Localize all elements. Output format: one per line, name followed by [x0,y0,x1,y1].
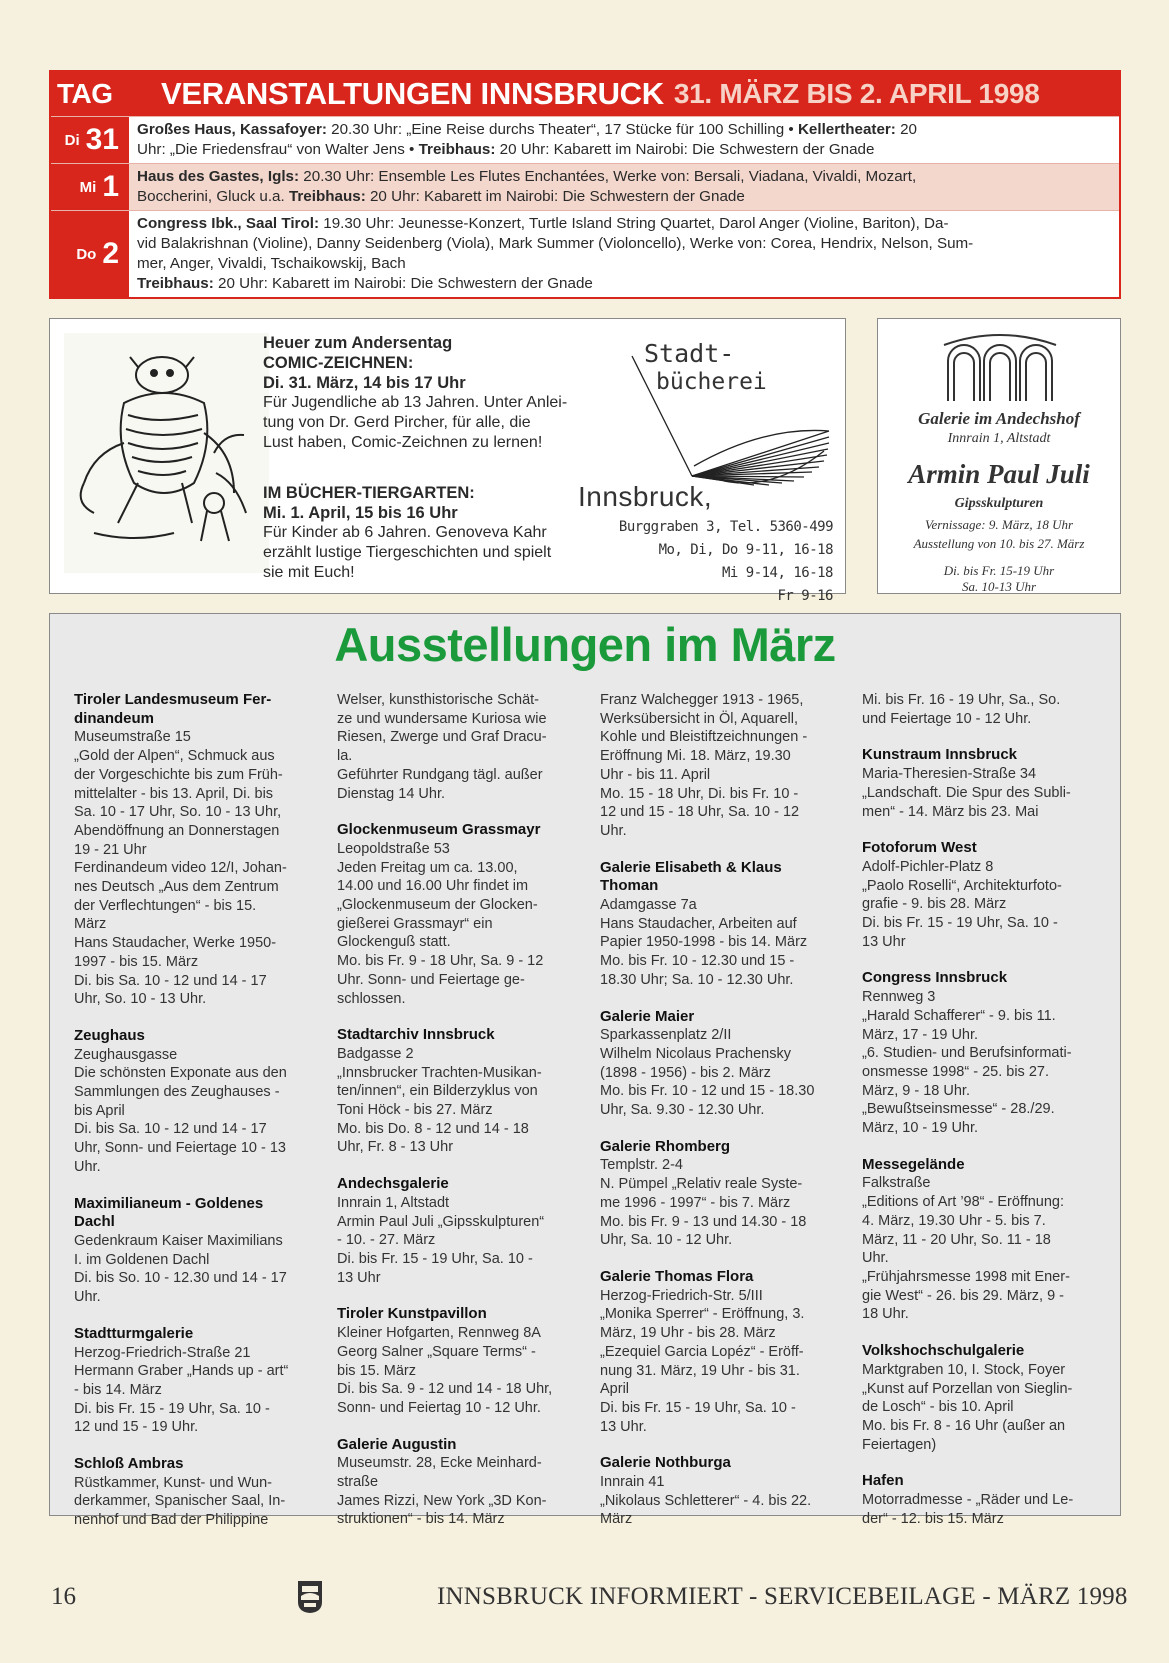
exhibition-detail-line: Mo. bis Fr. 10 - 12 und 15 - 18.30 [600,1083,815,1100]
exhibition-detail-line: Uhr, Fr. 8 - 13 Uhr [337,1139,454,1156]
exhibition-detail-line: Uhr. [862,1250,889,1267]
event-detail: vid Balakrishnan (Violine), Danny Seidenberg (Viola), Mark Summer (Violoncello), Werke von: Corea, Hendrix, Nelson, Sum- [137,235,974,252]
venue-name: Congress Ibk., Saal Tirol: [137,215,320,232]
exhibition-entry [600,1454,838,1529]
tiger-cartoon-icon [64,333,269,573]
day-number: 31 [85,123,119,156]
exhibition-detail-line: Jeden Freitag um ca. 13.00, [337,859,518,876]
events-header [51,72,1119,116]
day-events-line [137,214,1111,234]
exhibition-entry [600,1008,838,1120]
exhibition-detail-line: Falkstraße [862,1175,931,1192]
day-events-line [137,274,1111,294]
exhibition-detail-line: Museumstr. 28, Ecke Meinhard- [337,1455,542,1472]
gallery-duration: Ausstellung von 10. bis 27. März [913,536,1085,551]
exhibition-detail-line: 13 Uhr. [600,1418,647,1435]
exhibition-detail-line: Feiertagen) [862,1436,937,1453]
innsbruck-crest-icon [297,1580,323,1614]
exhibition-detail-line: „Paolo Roselli“, Architekturfoto- [862,877,1062,894]
event-detail: 20 Uhr: Kabarett im Nairobi: Die Schwestern der Gnade [213,275,593,292]
exhibition-detail-line: onsmesse 1998“ - 25. bis 27. [862,1063,1049,1080]
exhibition-detail-line: Armin Paul Juli „Gipsskulpturen“ [337,1213,545,1230]
exhibition-detail-line: Ferdinandeum video 12/I, Johan- [74,860,287,877]
footer-publication: INNSBRUCK INFORMIERT - SERVICEBEILAGE - MÄRZ 1998 [437,1583,1128,1610]
exhibition-detail-line: Innrain 1, Altstadt [337,1194,450,1211]
exhibition-detail-line: Dienstag 14 Uhr. [337,785,446,802]
exhibition-detail-line: Mi. bis Fr. 16 - 19 Uhr, Sa., So. [862,692,1061,708]
exhibition-detail-line: Kohle und Bleistiftzeichnungen - [600,729,808,746]
exhibition-entry [600,691,838,841]
comic-desc-1-line: Lust haben, Comic-Zeichnen zu lernen! [263,434,543,451]
exhibition-detail-line: März, 9 - 18 Uhr. [862,1082,970,1099]
exhibition-detail-line: Uhr. [74,1289,101,1306]
exhibition-detail-line: Kleiner Hofgarten, Rennweg 8A [337,1325,541,1342]
comic-desc-2-line: erzählt lustige Tiergeschichten und spielt [263,544,552,561]
exhibition-venue: Tiroler Kunstpavillon [337,1305,487,1323]
events-tag-label: TAG [57,78,113,109]
day-events-text [129,117,1119,163]
exhibition-entry [862,1156,1100,1324]
exhibitions-title: Ausstellungen im März [334,618,836,671]
exhibition-detail-line: „6. Studien- und Berufsinformati- [862,1045,1072,1062]
comic-desc-1-line: tung von Dr. Gerd Pircher, für alle, die [263,414,531,431]
exhibition-detail-line: März [600,1511,633,1528]
exhibition-entry [862,1342,1100,1454]
exhibition-detail-line: derkammer, Spanischer Saal, In- [74,1493,286,1510]
venue-name: Kellertheater: [797,121,896,138]
exhibition-detail-line: Hans Staudacher, Arbeiten auf [600,915,797,932]
exhibitions-section [49,613,1121,1529]
exhibition-detail-line: Di. bis Fr. 15 - 19 Uhr, Sa. 10 - [600,1399,796,1416]
exhibition-detail-line: Badgasse 2 [337,1045,414,1062]
gallery-times-1: Di. bis Fr. 15-19 Uhr [943,563,1055,578]
exhibition-venue: Volkshochschulgalerie [862,1342,1025,1360]
exhibition-venue: Thoman [600,877,659,895]
gallery-andechshof-box [877,318,1121,594]
day-label [51,117,129,163]
exhibition-detail-line: März, 11 - 20 Uhr, So. 11 - 18 [862,1231,1051,1248]
exhibition-entry [74,1195,312,1307]
exhibition-detail-line: „Editions of Art ’98“ - Eröffnung: [862,1194,1065,1211]
day-events-line [137,254,1111,274]
exhibition-venue: Glockenmuseum Grassmayr [337,821,541,839]
exhibition-detail-line: straße [337,1474,379,1491]
event-detail: mer, Anger, Vivaldi, Tschaikowskij, Bach [137,255,406,272]
exhibition-detail-line: Di. bis Sa. 9 - 12 und 14 - 18 Uhr, [337,1381,553,1398]
exhibition-entry [74,1325,312,1437]
exhibition-detail-line: Mo. bis Fr. 9 - 13 und 14.30 - 18 [600,1213,807,1230]
exhibition-detail-line: Herzog-Friedrich-Str. 5/III [600,1287,763,1304]
exhibition-detail-line: schlossen. [337,990,406,1007]
exhibition-entry [74,691,312,1009]
event-detail: 20 Uhr: Kabarett im Nairobi: Die Schwestern der Gnade [495,141,875,158]
exhibition-venue: Andechsgalerie [337,1175,449,1193]
exhibition-detail-line: me 1996 - 1997“ - bis 7. März [600,1194,791,1211]
events-table [49,70,1121,299]
exhibition-detail-line: Sparkassenplatz 2/II [600,1027,732,1044]
exhibition-detail-line: April [600,1381,630,1398]
stadt-city: Innsbruck, [578,481,713,512]
exhibition-detail-line: Adolf-Pichler-Platz 8 [862,858,994,875]
day-number: 1 [102,170,119,203]
exhibition-entry [600,859,838,990]
exhibition-detail-line: Rüstkammer, Kunst- und Wun- [74,1474,272,1491]
stadt-address-block [619,516,833,608]
exhibition-detail-line: Glockenguß statt. [337,934,451,951]
exhibition-detail-line: der Vorgeschichte bis zum Früh- [74,766,283,783]
exhibition-detail-line: Adamgasse 7a [600,897,697,914]
exhibition-detail-line: Uhr, Sonn- und Feiertage 10 - 13 [74,1140,286,1157]
exhibition-detail-line: Wilhelm Nicolaus Prachensky [600,1045,791,1062]
event-detail: 20 [895,121,917,138]
arches-logo-icon [942,331,1058,403]
exhibition-detail-line: N. Pümpel „Relativ reale Syste- [600,1176,803,1193]
exhibition-venue: dinandeum [74,709,155,727]
exhibition-detail-line: James Rizzi, New York „3D Kon- [337,1492,547,1509]
exhibitions-column-1 [74,691,312,1548]
page-number: 16 [51,1583,76,1610]
exhibition-detail-line: und Feiertage 10 - 12 Uhr. [862,710,1032,727]
exhibition-detail-line: Di. bis So. 10 - 12.30 und 14 - 17 [74,1270,287,1287]
exhibition-detail-line: „Landschaft. Die Spur des Subli- [862,784,1071,801]
exhibition-detail-line: Georg Salner „Square Terms“ - [337,1343,536,1360]
comic-desc-2-line: sie mit Euch! [263,564,355,581]
exhibition-detail-line: der Verflechtungen“ - bis 15. [74,897,257,914]
exhibition-detail-line: „Monika Sperrer“ - Eröffnung, 3. [600,1306,805,1323]
event-detail: Uhr: „Die Friedensfrau“ von Walter Jens • [137,141,419,158]
exhibition-detail-line: März, 10 - 19 Uhr. [862,1120,979,1137]
gallery-times-2: Sa. 10-13 Uhr [961,579,1037,594]
exhibition-detail-line: „Frühjahrsmesse 1998 mit Ener- [862,1268,1070,1285]
event-detail: 20.30 Uhr: Ensemble Les Flutes Enchantées, Werke von: Bersali, Viadana, Vivaldi, Mozart, [299,168,917,185]
stadt-hours-line: Mi 9-14, 16-18 [721,565,833,581]
gallery-works: Gipsskulpturen [954,496,1044,511]
exhibition-detail-line: - 10. - 27. März [337,1232,436,1249]
exhibition-entry [600,1138,838,1250]
day-number: 2 [102,237,119,270]
exhibition-detail-line: nenhof und Bad der Philippine [74,1512,269,1529]
exhibition-detail-line: Gedenkraum Kaiser Maximilians [74,1232,283,1249]
exhibition-detail-line: 12 und 15 - 18 Uhr, Sa. 10 - 12 [600,804,800,821]
day-row [51,210,1119,297]
day-weekday: Mi [79,178,97,196]
events-date-range: 31. MÄRZ BIS 2. APRIL 1998 [673,78,1040,109]
exhibition-detail-line: Uhr. Sonn- und Feiertage ge- [337,971,525,988]
exhibition-venue: Tiroler Landesmuseum Fer- [74,691,272,708]
exhibition-detail-line: Di. bis Fr. 15 - 19 Uhr, Sa. 10 - [862,915,1058,932]
exhibition-venue: Dachl [74,1213,115,1231]
exhibition-entry [600,1268,838,1436]
exhibitions-column-3 [600,691,838,1547]
exhibition-detail-line: März, 17 - 19 Uhr. [862,1026,979,1043]
exhibition-entry [862,746,1100,821]
exhibition-detail-line: Uhr. [74,1158,101,1175]
comic-when-1: Di. 31. März, 14 bis 17 Uhr [263,374,466,392]
exhibition-detail-line: 1997 - bis 15. März [74,953,199,970]
exhibition-venue: Galerie Rhomberg [600,1137,731,1155]
exhibition-detail-line: 18 Uhr. [862,1306,909,1323]
exhibition-detail-line: „Glockenmuseum der Glocken- [337,897,538,914]
exhibition-venue: Galerie Nothburga [600,1454,731,1472]
exhibition-entry [337,821,575,1008]
stadtbuecherei-logo [574,331,839,604]
day-events-line [137,234,1111,254]
exhibition-detail-line: Sonn- und Feiertag 10 - 12 Uhr. [337,1399,541,1416]
day-events-line [137,120,1111,140]
exhibition-detail-line: 4. März, 19.30 Uhr - 5. bis 7. [862,1212,1046,1229]
exhibition-detail-line: „Innsbrucker Trachten-Musikan- [337,1064,542,1081]
exhibition-detail-line: Rennweg 3 [862,989,936,1006]
venue-name: Großes Haus, Kassafoyer: [137,121,327,138]
exhibition-detail-line: Mo. 15 - 18 Uhr, Di. bis Fr. 10 - [600,785,799,802]
day-row [51,163,1119,210]
exhibition-detail-line: Mo. bis Fr. 8 - 16 Uhr (außer an [862,1417,1066,1434]
exhibition-detail-line: Sa. 10 - 17 Uhr, So. 10 - 13 Uhr, [74,804,282,821]
exhibition-entry [862,1472,1100,1528]
day-rows [51,116,1119,297]
comic-heading-3: IM BÜCHER-TIERGARTEN: [263,484,475,502]
day-label [51,211,129,297]
exhibition-detail-line: „Gold der Alpen“, Schmuck aus [74,748,275,765]
exhibition-detail-line: struktionen“ - bis 14. März [337,1511,505,1528]
exhibition-detail-line: Di. bis Sa. 10 - 12 und 14 - 17 [74,1121,267,1138]
events-title: VERANSTALTUNGEN INNSBRUCK [161,76,664,111]
exhibition-detail-line: Uhr. [600,822,627,839]
stadt-hours-line: Fr 9-16 [777,588,833,604]
exhibition-detail-line: „Kunst auf Porzellan von Sieglin- [862,1380,1073,1397]
exhibition-detail-line: Hans Staudacher, Werke 1950- [74,935,277,952]
comic-event-text [263,333,593,583]
exhibition-detail-line: ze und wundersame Kuriosa wie [337,710,547,727]
exhibition-venue: Galerie Elisabeth & Klaus [600,858,782,876]
exhibition-detail-line: Hermann Graber „Hands up - art“ [74,1363,289,1380]
stadt-line-1: Stadt- [644,339,735,368]
exhibition-venue: Galerie Augustin [337,1435,457,1453]
exhibition-entry [337,691,575,803]
event-detail: Boccherini, Gluck u.a. [137,188,289,205]
exhibition-detail-line: „Ezequiel Garcia Lopéz“ - Eröff- [600,1343,804,1360]
cartoon-illustration [64,333,269,573]
exhibition-venue: Stadtturmgalerie [74,1324,194,1342]
venue-name: Treibhaus: [137,275,214,292]
exhibition-detail-line: Abendöffnung an Donnerstagen [74,822,280,839]
exhibition-detail-line: der“ - 12. bis 15. März [862,1510,1004,1527]
stadt-hours-line: Mo, Di, Do 9-11, 16-18 [658,542,833,558]
exhibition-detail-line: März [74,916,107,933]
day-events-text [129,164,1119,210]
gallery-vernissage: Vernissage: 9. März, 18 Uhr [924,517,1074,532]
stadt-address: Burggraben 3, Tel. 5360-499 [618,519,833,535]
day-weekday: Di [64,131,80,149]
exhibition-detail-line: Mo. bis Fr. 10 - 12.30 und 15 - [600,953,795,970]
venue-name: Treibhaus: [288,188,366,205]
comic-event-box [49,318,846,604]
exhibition-detail-line: „Bewußtseinsmesse“ - 28./29. [862,1101,1055,1118]
exhibition-entry [862,691,1100,728]
exhibition-detail-line: Motorradmesse - „Räder und Le- [862,1492,1074,1509]
exhibition-detail-line: (1898 - 1956) - bis 2. März [600,1064,771,1081]
gallery-artist: Armin Paul Juli [908,459,1090,489]
day-label [51,164,129,210]
venue-name: Treibhaus: [418,141,496,158]
exhibition-detail-line: gießerei Grassmayr“ ein [337,915,493,932]
exhibition-entry [862,969,1100,1137]
exhibition-detail-line: 18.30 Uhr; Sa. 10 - 12.30 Uhr. [600,971,794,988]
exhibition-venue: Galerie Maier [600,1007,695,1025]
exhibition-venue: Schloß Ambras [74,1455,184,1473]
exhibition-detail-line: 12 und 15 - 19 Uhr. [74,1419,199,1436]
exhibition-detail-line: Herzog-Friedrich-Straße 21 [74,1344,251,1361]
exhibition-detail-line: Toni Höck - bis 27. März [337,1102,493,1119]
comic-desc-2-line: Für Kinder ab 6 Jahren. Genoveva Kahr [263,524,547,541]
exhibition-detail-line: Di. bis Fr. 15 - 19 Uhr, Sa. 10 - [337,1250,533,1267]
exhibition-detail-line: Geführter Rundgang tägl. außer [337,766,543,783]
exhibition-detail-line: la. [337,748,353,765]
exhibition-detail-line: Maria-Theresien-Straße 34 [862,766,1037,783]
day-row [51,116,1119,163]
exhibition-detail-line: mittelalter - bis 13. April, Di. bis [74,785,274,802]
exhibition-venue: Galerie Thomas Flora [600,1267,754,1285]
exhibition-detail-line: grafie - 9. bis 28. März [862,896,1007,913]
exhibition-detail-line: 13 Uhr [337,1269,381,1286]
exhibition-entry [337,1436,575,1530]
exhibition-detail-line: 19 - 21 Uhr [74,841,147,858]
exhibition-detail-line: gie West“ - 26. bis 29. März, 9 - [862,1287,1064,1304]
comic-desc-1-line: Für Jugendliche ab 13 Jahren. Unter Anlei- [263,394,568,411]
exhibition-detail-line: Di. bis Fr. 15 - 19 Uhr, Sa. 10 - [74,1400,270,1417]
exhibition-detail-line: nes Deutsch „Aus dem Zentrum [74,879,279,896]
exhibition-detail-line: bis 15. März [337,1362,416,1379]
gallery-name: Galerie im Andechshof [918,409,1080,428]
exhibition-detail-line: Marktgraben 10, I. Stock, Foyer [862,1361,1066,1378]
exhibition-venue: Congress Innsbruck [862,969,1008,987]
exhibition-detail-line: „Nikolaus Schletterer“ - 4. bis 22. [600,1492,812,1509]
exhibition-detail-line: 13 Uhr [862,933,906,950]
exhibition-detail-line: I. im Goldenen Dachl [74,1251,210,1268]
exhibition-detail-line: Di. bis Sa. 10 - 12 und 14 - 17 [74,972,267,989]
exhibition-venue: Messegelände [862,1155,965,1173]
exhibition-detail-line: 14.00 und 16.00 Uhr findet im [337,878,529,895]
comic-when-2: Mi. 1. April, 15 bis 16 Uhr [263,504,458,522]
exhibition-detail-line: Papier 1950-1998 - bis 14. März [600,934,808,951]
exhibition-venue: Maximilianeum - Goldenes [74,1194,264,1212]
exhibition-detail-line: Museumstraße 15 [74,729,191,746]
exhibition-venue: Hafen [862,1472,904,1490]
exhibition-detail-line: Riesen, Zwerge und Graf Dracu- [337,729,547,746]
event-detail: 20 Uhr: Kabarett im Nairobi: Die Schwestern der Gnade [365,188,745,205]
exhibition-detail-line: nung 31. März, 19 Uhr - bis 31. [600,1362,800,1379]
exhibition-detail-line: ten/innen“, ein Bilderzyklus von [337,1083,538,1100]
comic-heading-1: Heuer zum Andersentag [263,334,453,352]
exhibition-detail-line: Werksübersicht in Öl, Aquarell, [600,710,798,727]
exhibition-detail-line: - bis 14. März [74,1381,162,1398]
exhibition-venue: Fotoforum West [862,839,977,857]
exhibition-detail-line: Mo. bis Do. 8 - 12 und 14 - 18 [337,1120,529,1137]
day-weekday: Do [76,245,97,263]
exhibition-detail-line: Mo. bis Fr. 9 - 18 Uhr, Sa. 9 - 12 [337,953,544,970]
day-events-text [129,211,1119,297]
exhibition-detail-line: men“ - 14. März bis 23. Mai [862,803,1039,820]
exhibition-detail-line: Innrain 41 [600,1474,665,1491]
exhibition-entry [74,1455,312,1530]
day-events-line [137,167,1111,187]
comic-heading-2: COMIC-ZEICHNEN: [263,354,414,372]
exhibition-detail-line: Uhr, Sa. 10 - 12 Uhr. [600,1232,733,1249]
exhibition-venue: Kunstraum Innsbruck [862,746,1018,764]
exhibition-venue: Stadtarchiv Innsbruck [337,1026,495,1044]
venue-name: Haus des Gastes, Igls: [137,168,300,185]
exhibition-detail-line: Welser, kunsthistorische Schät- [337,692,540,708]
exhibition-entry [862,839,1100,951]
exhibition-detail-line: Eröffnung Mi. 18. März, 19.30 [600,748,791,765]
day-events-line [137,140,1111,160]
exhibitions-column-2 [337,691,575,1547]
exhibition-entry [337,1175,575,1287]
exhibition-detail-line: Templstr. 2-4 [600,1157,683,1174]
exhibition-detail-line: bis April [74,1102,125,1119]
exhibition-detail-line: de Losch“ - bis 10. April [862,1399,1014,1416]
exhibition-detail-line: Uhr, So. 10 - 13 Uhr. [74,991,207,1008]
day-events-line [137,187,1111,207]
exhibition-detail-line: März, 19 Uhr - bis 28. März [600,1325,776,1342]
stadt-line-2: bücherei [656,369,767,395]
exhibition-entry [74,1027,312,1177]
event-detail: 20.30 Uhr: „Eine Reise durchs Theater“, 17 Stücke für 100 Schilling • [326,121,798,138]
exhibition-entry [337,1305,575,1417]
exhibition-venue: Zeughaus [74,1026,145,1044]
exhibition-detail-line: Uhr - bis 11. April [600,766,711,783]
exhibition-detail-line: Die schönsten Exponate aus den [74,1065,287,1082]
exhibition-detail-line: „Harald Schafferer“ - 9. bis 11. [862,1007,1056,1024]
exhibition-detail-line: Zeughausgasse [74,1046,178,1063]
exhibition-detail-line: Franz Walchegger 1913 - 1965, [600,692,804,708]
gallery-address: Innrain 1, Altstadt [947,431,1051,446]
exhibition-detail-line: Sammlungen des Zeughauses - [74,1084,280,1101]
event-detail: 19.30 Uhr: Jeunesse-Konzert, Turtle Island String Quartet, Darol Anger (Violine, Bariton), Da- [319,215,949,232]
exhibitions-column-4 [862,691,1100,1546]
exhibition-detail-line: Uhr, Sa. 9.30 - 12.30 Uhr. [600,1102,765,1119]
exhibition-detail-line: Leopoldstraße 53 [337,840,450,857]
exhibition-entry [337,1026,575,1157]
